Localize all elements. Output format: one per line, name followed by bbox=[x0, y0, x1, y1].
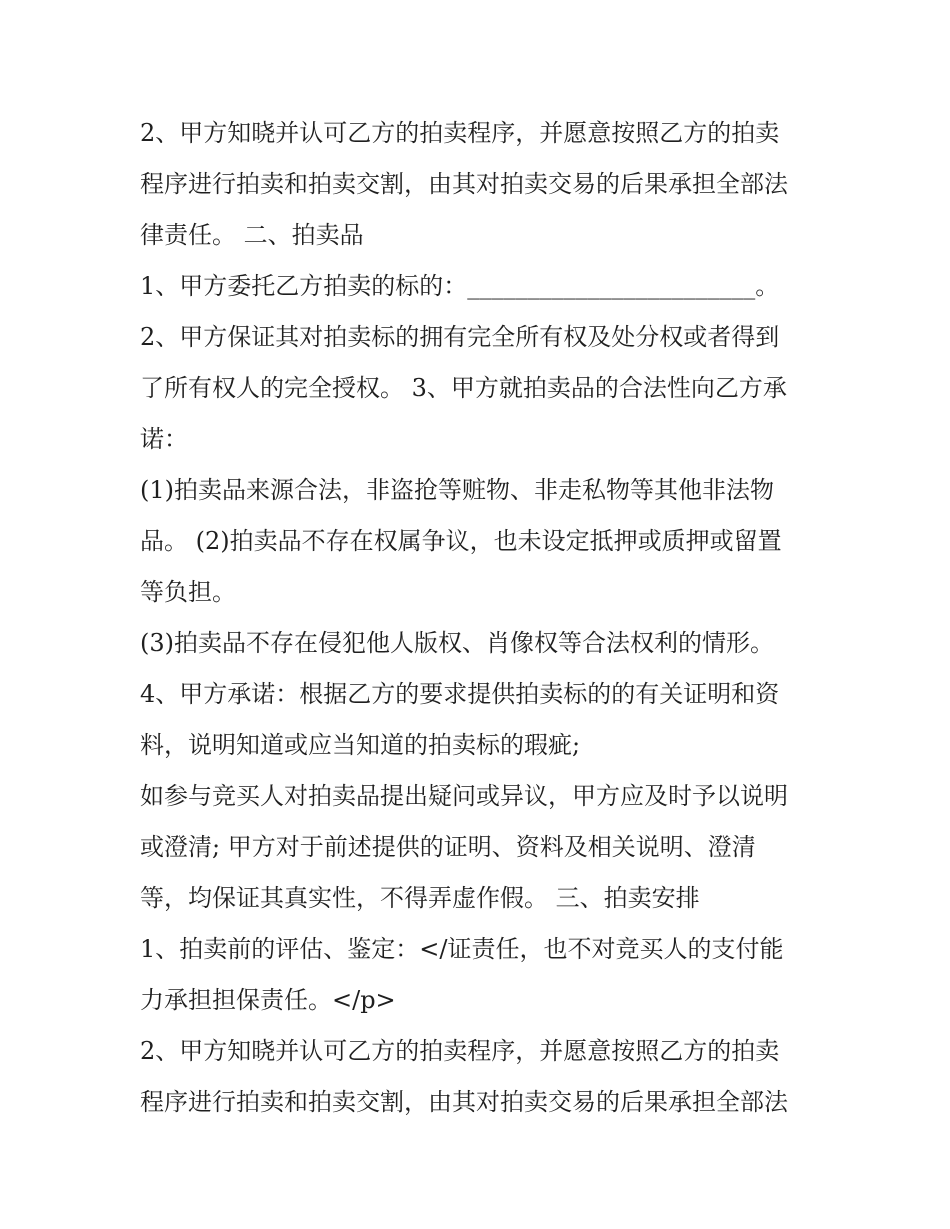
text-line: 2、甲方知晓并认可乙方的拍卖程序，并愿意按照乙方的拍卖 bbox=[140, 119, 780, 147]
text-line: 2、甲方保证其对拍卖标的拥有完全所有权及处分权或者得到 bbox=[140, 323, 780, 351]
text-line: 等负担。 bbox=[140, 578, 236, 606]
text-line: 程序进行拍卖和拍卖交割，由其对拍卖交易的后果承担全部法 bbox=[140, 170, 788, 198]
text-line: 1、甲方委托乙方拍卖的标的：________________________。 bbox=[140, 272, 780, 300]
text-line: 等，均保证其真实性，不得弄虚作假。 三、拍卖安排 bbox=[140, 884, 700, 912]
text-line: 程序进行拍卖和拍卖交割，由其对拍卖交易的后果承担全部法 bbox=[140, 1088, 788, 1116]
text-line: 品。 (2)拍卖品不存在权属争议，也未设定抵押或质押或留置 bbox=[140, 527, 782, 555]
text-line: (1)拍卖品来源合法，非盗抢等赃物、非走私物等其他非法物 bbox=[140, 476, 774, 504]
text-line: 律责任。 二、拍卖品 bbox=[140, 221, 364, 249]
text-line: 如参与竞买人对拍卖品提出疑问或异议，甲方应及时予以说明 bbox=[140, 782, 788, 810]
text-line: 2、甲方知晓并认可乙方的拍卖程序，并愿意按照乙方的拍卖 bbox=[140, 1037, 780, 1065]
text-line: 或澄清; 甲方对于前述提供的证明、资料及相关说明、澄清 bbox=[140, 833, 756, 861]
text-line: (3)拍卖品不存在侵犯他人版权、肖像权等合法权利的情形。 bbox=[140, 629, 774, 657]
text-line: 4、甲方承诺：根据乙方的要求提供拍卖标的的有关证明和资 bbox=[140, 680, 780, 708]
text-line: 了所有权人的完全授权。 3、甲方就拍卖品的合法性向乙方承 bbox=[140, 374, 787, 402]
contract-text bbox=[140, 108, 820, 1128]
text-line: 1、拍卖前的评估、鉴定：</证责任，也不对竞买人的支付能 bbox=[140, 935, 784, 963]
text-line: 诺： bbox=[140, 425, 188, 453]
text-line: 力承担担保责任。</p> bbox=[140, 986, 396, 1014]
text-line: 料，说明知道或应当知道的拍卖标的瑕疵; bbox=[140, 731, 581, 759]
